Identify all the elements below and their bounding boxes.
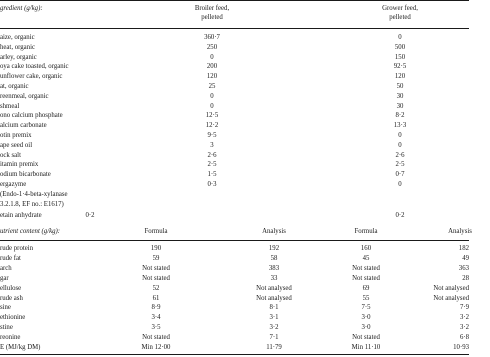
grower-analysis: 49 bbox=[462, 254, 469, 262]
nutrient-name: gar bbox=[0, 274, 9, 282]
nutrient-header-row bbox=[0, 227, 472, 237]
broiler-analysis: Not analysed bbox=[256, 284, 292, 292]
grower-value: 50 bbox=[396, 83, 404, 90]
grower-analysis: Not analysed bbox=[433, 294, 469, 302]
grower-formula: 45 bbox=[362, 254, 370, 262]
grower-analysis: 182 bbox=[458, 245, 469, 252]
grower-formula: 55 bbox=[362, 294, 370, 302]
grower-value: 2·5 bbox=[395, 161, 405, 169]
ingredient-row bbox=[0, 131, 469, 141]
broiler-value: 12·2 bbox=[205, 122, 219, 130]
ingredient-row bbox=[0, 33, 469, 43]
nutrient-row bbox=[0, 294, 469, 304]
grower-formula: 3·0 bbox=[361, 324, 371, 332]
ingredient-row bbox=[0, 141, 469, 151]
grower-formula: 69 bbox=[362, 284, 370, 292]
broiler-analysis: 3·2 bbox=[269, 324, 279, 332]
analysis-header-2: Analysis bbox=[448, 228, 472, 235]
broiler-value: 2·6 bbox=[207, 151, 217, 159]
grower-value: 0 bbox=[398, 132, 402, 139]
ingredient-name: 3.2.1.8, EF no.: E1617) bbox=[0, 200, 64, 208]
broiler-formula: Min 12·00 bbox=[141, 344, 171, 351]
ingredient-name: unflower cake, organic bbox=[0, 73, 63, 81]
nutrient-name: E (MJ/kg DM) bbox=[0, 344, 41, 351]
ingredient-row bbox=[0, 151, 469, 161]
ingredient-name: reenmeal, organic bbox=[0, 92, 49, 100]
grower-formula: 160 bbox=[360, 245, 372, 252]
broiler-value: 120 bbox=[206, 73, 218, 81]
broiler-formula: Not stated bbox=[142, 264, 170, 272]
broiler-value: 9·5 bbox=[207, 132, 217, 139]
grower-formula: Not stated bbox=[352, 334, 380, 342]
header-rule bbox=[0, 28, 469, 29]
grower-formula: Not stated bbox=[352, 274, 380, 282]
nutrient-row bbox=[0, 264, 469, 274]
broiler-analysis: 11·79 bbox=[266, 344, 282, 351]
nutrient-row bbox=[0, 313, 469, 323]
broiler-analysis: 192 bbox=[268, 245, 280, 252]
nutrient-row bbox=[0, 303, 469, 313]
grower-value: 30 bbox=[396, 102, 404, 110]
grower-value: 0 bbox=[398, 34, 402, 41]
broiler-analysis: 33 bbox=[270, 274, 278, 282]
grower-value: 0·2 bbox=[395, 212, 405, 219]
analysis-header-1: Analysis bbox=[262, 228, 286, 235]
ingredient-row bbox=[0, 72, 469, 82]
ingredient-row bbox=[0, 200, 469, 210]
broiler-formula: Not stated bbox=[142, 274, 170, 282]
broiler-value: 25 bbox=[208, 83, 216, 90]
broiler-analysis: 383 bbox=[268, 264, 280, 272]
grower-formula: Min 11·10 bbox=[351, 344, 381, 351]
grower-analysis: 3·2 bbox=[459, 314, 469, 322]
grower-value: 0 bbox=[398, 181, 402, 188]
ingredient-header: gredient (g/kg): bbox=[0, 5, 43, 12]
grower-value: 30 bbox=[396, 92, 404, 100]
broiler-value: 0·2 bbox=[85, 212, 95, 219]
broiler-value: 360·7 bbox=[204, 34, 220, 41]
grower-analysis: Not analysed bbox=[433, 284, 469, 292]
grower-analysis: 6·8 bbox=[459, 334, 469, 342]
broiler-formula: 8·9 bbox=[151, 304, 161, 312]
grower-value: 8·2 bbox=[395, 112, 405, 120]
nutrient-row bbox=[0, 284, 469, 294]
ingredient-row bbox=[0, 102, 469, 112]
ingredient-name: shmeal bbox=[0, 102, 20, 110]
broiler-value: 200 bbox=[206, 63, 218, 71]
ingredient-name: (Endo-1·4-beta-xylanase bbox=[0, 190, 68, 198]
ingredient-row bbox=[0, 160, 469, 170]
grower-formula: 7·5 bbox=[361, 304, 371, 312]
grower-value: 13·3 bbox=[393, 122, 407, 130]
ingredient-row bbox=[0, 82, 469, 92]
grower-value: 150 bbox=[394, 53, 406, 61]
grower-value: 120 bbox=[394, 73, 406, 81]
ingredient-row bbox=[0, 43, 469, 53]
nutrient-row bbox=[0, 254, 469, 264]
broiler-value: 250 bbox=[206, 43, 218, 51]
nutrient-name: arch bbox=[0, 264, 12, 272]
grower-value: 500 bbox=[394, 43, 406, 51]
ingredient-row bbox=[0, 190, 469, 200]
nutrient-name: sine bbox=[0, 304, 11, 312]
ingredient-name: heat, organic bbox=[0, 43, 35, 51]
broiler-value: 3 bbox=[210, 141, 214, 149]
broiler-value: 12·5 bbox=[205, 112, 219, 120]
nutrient-header-label: utrient content (g/kg): bbox=[0, 228, 61, 235]
grower-header-line1: Grower feed, bbox=[382, 5, 418, 12]
grower-header-line2: pelleted bbox=[389, 14, 411, 21]
ingredient-name: alcium carbonate bbox=[0, 122, 47, 130]
broiler-value: 0 bbox=[210, 53, 214, 61]
ingredient-name: etain anhydrate bbox=[0, 212, 42, 219]
ingredient-name: aize, organic bbox=[0, 34, 35, 41]
ingredient-name: at, organic bbox=[0, 83, 29, 90]
ingredient-name: ape seed oil bbox=[0, 141, 33, 149]
ingredient-row bbox=[0, 121, 469, 131]
grower-formula: Not stated bbox=[352, 264, 380, 272]
nutrient-header-rule bbox=[0, 240, 469, 241]
grower-analysis: 10·93 bbox=[453, 344, 469, 351]
grower-value: 0 bbox=[398, 141, 402, 149]
ingredient-row bbox=[0, 53, 469, 63]
grower-analysis: 3·2 bbox=[459, 324, 469, 332]
nutrient-name: rude fat bbox=[0, 254, 21, 262]
nutrient-name: rude protein bbox=[0, 245, 34, 252]
formula-header-1: Formula bbox=[144, 228, 168, 235]
broiler-formula: 52 bbox=[152, 284, 160, 292]
ingredient-name: ono calcium phosphate bbox=[0, 112, 63, 120]
nutrient-row bbox=[0, 244, 469, 254]
broiler-formula: 3·5 bbox=[151, 324, 161, 332]
broiler-value: 2·5 bbox=[207, 161, 217, 169]
betain-row bbox=[0, 211, 469, 221]
nutrient-name: ellulose bbox=[0, 284, 22, 292]
ingredient-row bbox=[0, 111, 469, 121]
broiler-formula: 3·4 bbox=[151, 314, 161, 322]
grower-analysis: 7·9 bbox=[459, 304, 469, 312]
broiler-formula: Not stated bbox=[142, 334, 170, 342]
broiler-value: 0 bbox=[210, 102, 214, 110]
broiler-analysis: 8·1 bbox=[269, 304, 279, 312]
broiler-analysis: 3·1 bbox=[269, 314, 279, 322]
ingredient-name: ergazyme bbox=[0, 181, 27, 188]
broiler-analysis: Not analysed bbox=[256, 294, 292, 302]
grower-analysis: 28 bbox=[462, 274, 469, 282]
ingredient-name: otin premix bbox=[0, 132, 32, 139]
ingredient-row bbox=[0, 62, 469, 72]
broiler-analysis: 7·1 bbox=[269, 334, 279, 342]
ingredient-row bbox=[0, 92, 469, 102]
ingredient-row bbox=[0, 180, 469, 190]
grower-value: 0·7 bbox=[395, 171, 405, 179]
broiler-formula: 190 bbox=[150, 245, 162, 252]
ingredient-name: oya cake toasted, organic bbox=[0, 63, 69, 71]
broiler-value: 0 bbox=[210, 92, 214, 100]
ingredient-name: arley, organic bbox=[0, 53, 37, 61]
nutrient-row bbox=[0, 323, 469, 333]
broiler-analysis: 58 bbox=[270, 254, 278, 262]
grower-formula: 3·0 bbox=[361, 314, 371, 322]
nutrient-name: ethionine bbox=[0, 314, 26, 322]
broiler-header-line1: Broiler feed, bbox=[194, 5, 230, 12]
nutrient-row bbox=[0, 274, 469, 284]
bottom-rule bbox=[0, 354, 469, 355]
nutrient-row bbox=[0, 343, 469, 353]
broiler-header-line2: pelleted bbox=[201, 14, 223, 21]
grower-value: 2·6 bbox=[395, 151, 405, 159]
ingredient-name: ock salt bbox=[0, 151, 21, 159]
broiler-formula: 61 bbox=[152, 294, 160, 302]
broiler-value: 1·5 bbox=[207, 171, 217, 179]
ingredient-name: odium bicarbonate bbox=[0, 171, 51, 179]
formula-header-2: Formula bbox=[354, 228, 378, 235]
nutrient-name: reonine bbox=[0, 334, 21, 342]
grower-value: 92·5 bbox=[393, 63, 407, 71]
broiler-formula: 59 bbox=[152, 254, 160, 262]
grower-analysis: 363 bbox=[458, 264, 469, 272]
ingredient-name: itamin premix bbox=[0, 161, 39, 169]
ingredient-row bbox=[0, 170, 469, 180]
nutrient-name: rude ash bbox=[0, 294, 23, 302]
top-rule bbox=[0, 0, 469, 1]
nutrient-row bbox=[0, 333, 469, 343]
broiler-value: 0·3 bbox=[207, 181, 217, 188]
nutrient-name: stine bbox=[0, 324, 13, 332]
